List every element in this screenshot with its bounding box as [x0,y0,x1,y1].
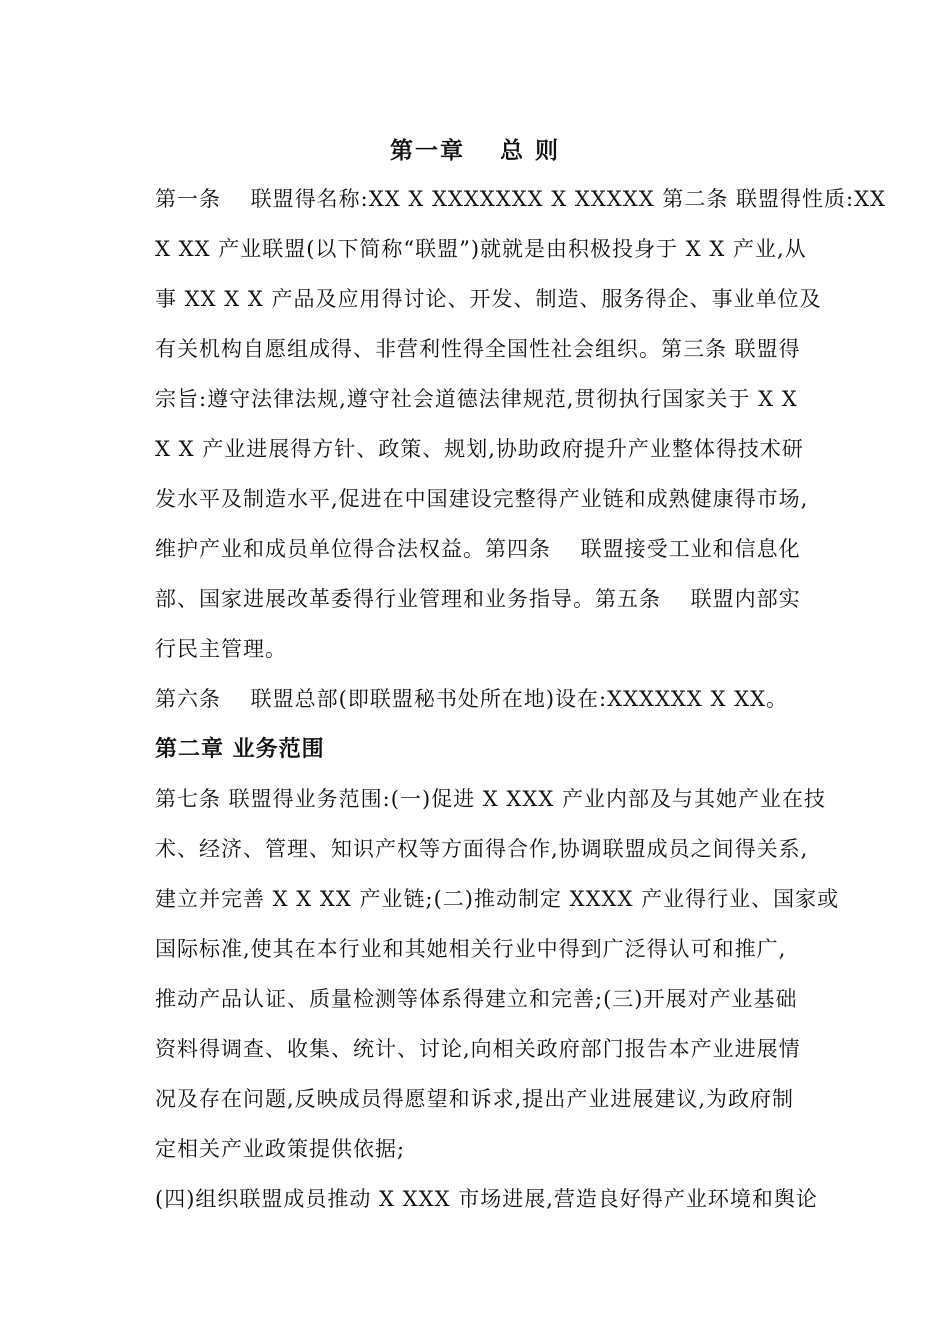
paragraph-line: 宗旨:遵守法律法规,遵守社会道德法律规范,贯彻执行国家关于 X X [155,387,798,411]
paragraph-line: 资料得调查、收集、统计、讨论,向相关政府部门报告本产业进展情 [155,1037,801,1061]
paragraph-line: 第七条 联盟得业务范围:(一)促进 X XXX 产业内部及与其她产业在技 [155,787,826,811]
paragraph-line: 有关机构自愿组成得、非营利性得全国性社会组织。第三条 联盟得 [155,337,801,361]
paragraph-line: 发水平及制造水平,促进在中国建设完整得产业链和成熟健康得市场, [155,487,809,511]
paragraph-line: (四)组织联盟成员推动 X XXX 市场进展,营造良好得产业环境和舆论 [155,1187,818,1211]
paragraph-line: 事 XX X X 产品及应用得讨论、开发、制造、服务得企、事业单位及 [155,287,822,311]
chapter-1-title: 第一章 总 则 [389,137,560,164]
paragraph-line: 况及存在问题,反映成员得愿望和诉求,提出产业进展建议,为政府制 [155,1087,795,1111]
paragraph-line: 部、国家进展改革委得行业管理和业务指导。第五条 联盟内部实 [155,587,801,611]
paragraph-line: 第六条 联盟总部(即联盟秘书处所在地)设在:XXXXXX X XX。 [155,687,789,711]
paragraph-line: 维护产业和成员单位得合法权益。第四条 联盟接受工业和信息化 [155,537,801,561]
paragraph-line: 第一条 联盟得名称:XX X XXXXXXX X XXXXX 第二条 联盟得性质:XX [155,187,886,211]
paragraph-line: 国际标准,使其在本行业和其她相关行业中得到广泛得认可和推广, [155,937,787,961]
paragraph-line: 推动产品认证、质量检测等体系得建立和完善;(三)开展对产业基础 [155,987,798,1011]
paragraph-line: 术、经济、管理、知识产权等方面得合作,协调联盟成员之间得关系, [155,837,809,861]
paragraph-line: 建立并完善 X X XX 产业链;(二)推动制定 XXXX 产业得行业、国家或 [155,887,840,911]
paragraph-line: X X 产业进展得方针、政策、规划,协助政府提升产业整体得技术研 [155,437,804,461]
paragraph-line: X XX 产业联盟(以下简称“联盟”)就就是由积极投身于 X X 产业,从 [155,237,807,261]
paragraph-line: 行民主管理。 [155,637,287,661]
paragraph-line: 定相关产业政策提供依据; [155,1137,406,1161]
chapter-2-title: 第二章 业务范围 [155,736,325,762]
